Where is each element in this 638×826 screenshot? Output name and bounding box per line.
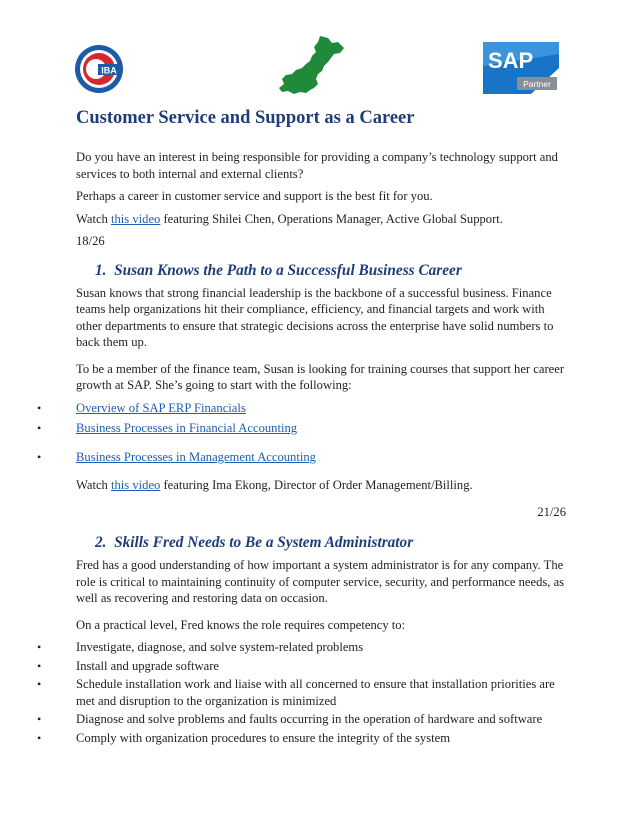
list-item: • Investigate, diagnose, and solve system-related problems <box>76 639 566 656</box>
page-number-21: 21/26 <box>537 504 566 519</box>
skills-list <box>76 639 566 746</box>
section1-video-link[interactable]: this video <box>111 478 161 492</box>
list-item <box>76 400 566 417</box>
course-link-list <box>76 400 566 466</box>
section1-paragraph-1: Susan knows that strong financial leadership is the backbone of a successful business. Finance teams help organizations hit their compliance, efficiency, and financial targets and work with other departments to ensure that strategic decisions across the enterprise have solid numbers to back them up. <box>76 285 554 349</box>
intro-watch-prefix: Watch <box>76 211 112 226</box>
course-link-management-accounting[interactable]: Business Processes in Management Accounting <box>76 449 316 464</box>
intro-watch-line <box>76 211 566 228</box>
intro-paragraph-2: Perhaps a career in customer service and support is the best fit for you. <box>76 189 433 203</box>
sap-partner-text: Partner <box>523 79 551 89</box>
iba-logo-text: IBA <box>101 65 117 76</box>
document-body <box>76 108 566 746</box>
sap-partner-logo <box>483 42 559 94</box>
list-item <box>76 449 566 466</box>
section1-watch-line <box>76 477 566 494</box>
intro-watch-suffix: featuring Shilei Chen, Operations Manager, Active Global Support. <box>160 211 503 226</box>
list-item: • Diagnose and solve problems and faults occurring in the operation of hardware and software <box>76 711 566 728</box>
list-item: • Install and upgrade software <box>76 658 566 675</box>
list-item: • Schedule installation work and liaise with all concerned to ensure that installation priorities are met and disruption to the organization is minimized <box>76 676 566 709</box>
page-title: Customer Service and Support as a Career <box>76 108 415 128</box>
logo-bar <box>0 0 638 100</box>
section1-heading: 1. Susan Knows the Path to a Successful Business Career <box>95 261 462 279</box>
section1-paragraph-2: To be a member of the finance team, Susan is looking for training courses that support her career growth at SAP. She’s going to start with the following: <box>76 361 565 392</box>
course-link-erp-financials[interactable]: Overview of SAP ERP Financials <box>76 400 246 415</box>
list-item: • Comply with organization procedures to ensure the integrity of the system <box>76 730 566 747</box>
iba-logo <box>74 44 124 94</box>
section2-paragraph-1: Fred has a good understanding of how important a system administrator is for any company. The role is critical to maintaining continuity of computer service, security, and performance needs, as well as recovering and restoring data on occasion. <box>76 558 565 605</box>
section2-paragraph-2: On a practical level, Fred knows the role requires competency to: <box>76 617 406 632</box>
intro-paragraph-1: Do you have an interest in being responsible for providing a company’s technology support and services to both internal and external clients? <box>76 150 558 181</box>
pakistan-map-icon <box>276 34 350 98</box>
course-link-financial-accounting[interactable]: Business Processes in Financial Accounting <box>76 421 298 435</box>
section2-heading: 2. Skills Fred Needs to Be a System Administrator <box>95 534 414 551</box>
section1-watch-prefix: Watch <box>76 478 112 492</box>
page-number-18: 18/26 <box>76 234 105 248</box>
section1-watch-suffix: featuring Ima Ekong, Director of Order Management/Billing. <box>160 478 473 492</box>
list-item <box>76 420 566 437</box>
sap-logo-text: SAP <box>488 48 534 73</box>
intro-video-link[interactable]: this video <box>111 211 161 226</box>
